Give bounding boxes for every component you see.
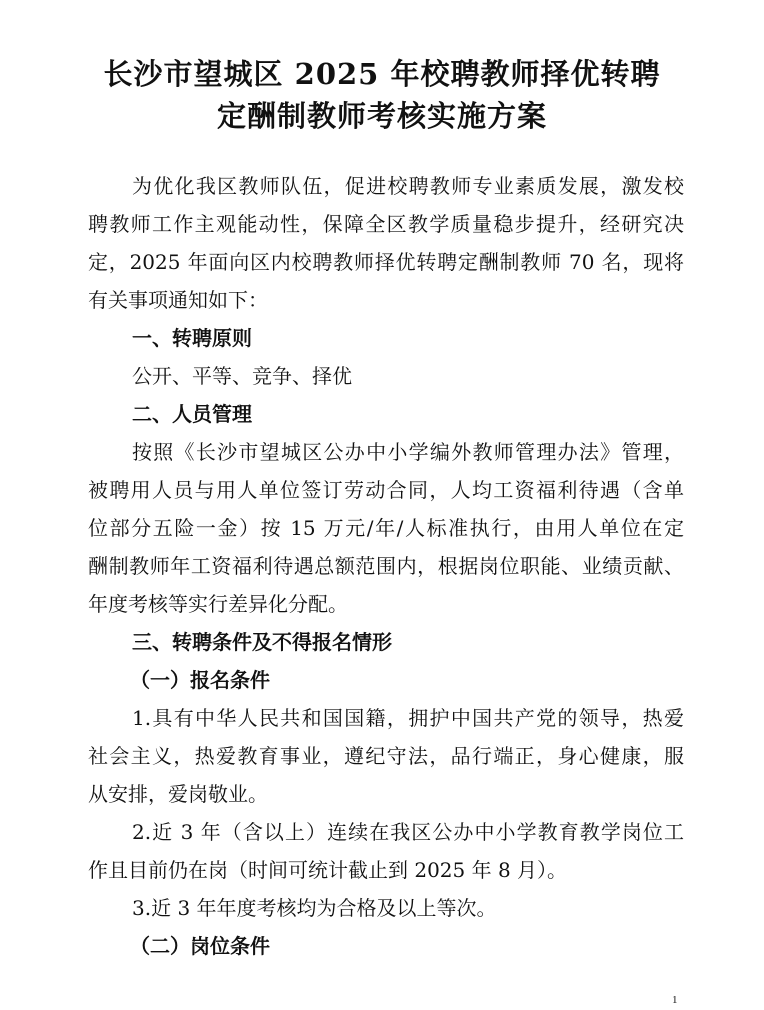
intro-line: 为优化我区教师队伍，促进校聘教师专业素质发展，激发校 [132, 174, 684, 198]
document-title-line-1: 长沙市望城区 2025 年校聘教师择优转聘 [103, 57, 661, 91]
section-text-principles: 公开、平等、竞争、择优 [132, 364, 352, 388]
document-title-line-2: 定酬制教师考核实施方案 [216, 99, 547, 133]
intro-line: 聘教师工作主观能动性，保障全区教学质量稳步提升，经研究决 [88, 212, 684, 236]
management-line: 按照《长沙市望城区公办中小学编外教师管理办法》管理， [132, 440, 684, 464]
condition-item-2-line: 作且目前仍在岗（时间可统计截止到 2025 年 8 月）。 [88, 858, 568, 882]
page-number: 1 [672, 994, 678, 1006]
condition-item-1-line: 社会主义，热爱教育事业，遵纪守法，品行端正，身心健康，服 [88, 744, 684, 768]
subsection-heading-position: （二）岗位条件 [130, 934, 270, 958]
management-line: 年度考核等实行差异化分配。 [88, 592, 348, 616]
section-heading-principles: 一、转聘原则 [132, 326, 252, 350]
subsection-heading-registration: （一）报名条件 [130, 668, 270, 692]
intro-line: 定，2025 年面向区内校聘教师择优转聘定酬制教师 70 名，现将 [88, 250, 684, 274]
management-line: 位部分五险一金）按 15 万元/年/人标准执行，由用人单位在定 [88, 516, 684, 540]
section-heading-conditions: 三、转聘条件及不得报名情形 [132, 630, 392, 654]
intro-line: 有关事项通知如下： [88, 288, 268, 312]
section-heading-management: 二、人员管理 [132, 402, 252, 426]
condition-item-1-line: 1.具有中华人民共和国国籍，拥护中国共产党的领导，热爱 [132, 706, 684, 730]
condition-item-2-line: 2.近 3 年（含以上）连续在我区公办中小学教育教学岗位工 [132, 820, 684, 844]
management-line: 酬制教师年工资福利待遇总额范围内，根据岗位职能、业绩贡献、 [88, 554, 684, 578]
management-line: 被聘用人员与用人单位签订劳动合同，人均工资福利待遇（含单 [88, 478, 684, 502]
condition-item-1-line: 从安排，爱岗敬业。 [88, 782, 268, 806]
condition-item-3: 3.近 3 年年度考核均为合格及以上等次。 [132, 896, 497, 920]
